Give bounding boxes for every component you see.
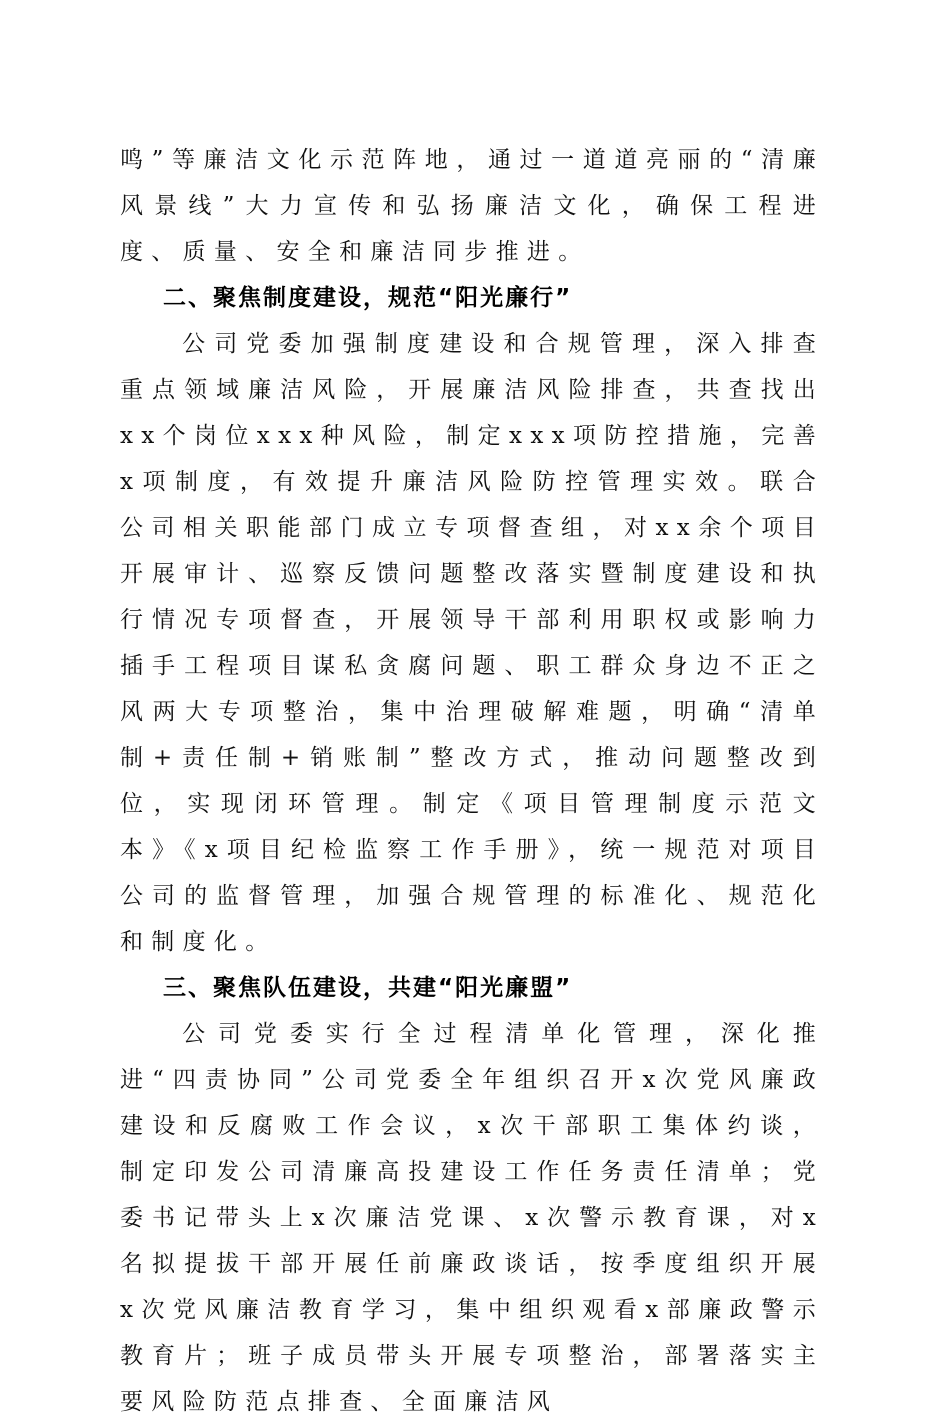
paragraph-section-3: 公司党委实行全过程清单化管理，深化推进“四责协同”公司党委全年组织召开x次党风廉政建设和反腐败工作会议，x次干部职工集体约谈，制定印发公司清廉高投建设工作任务责任清单；党委书记带头上x次廉洁党课、x次警示教育课，对x名拟提拔干部开展任前廉政谈话，按季度组织开展x次党风廉洁教育学习，集中组织观看x部廉政警示教育片；班子成员带头开展专项整治，部署落实主要风险防范点排查、全面廉洁风: [120, 1021, 824, 1415]
section-heading-2: 二、聚焦制度建设，规范“阳光廉行”: [163, 285, 573, 311]
document-page: [120, 137, 824, 1425]
paragraph-continuation: 鸣”等廉洁文化示范阵地，通过一道道亮丽的“清廉风景线”大力宣传和弘扬廉洁文化，确保工程进度、质量、安全和廉洁同步推进。: [120, 147, 824, 265]
section-heading-3: 三、聚焦队伍建设，共建“阳光廉盟”: [163, 975, 573, 1001]
paragraph-section-2: 公司党委加强制度建设和合规管理，深入排查重点领域廉洁风险，开展廉洁风险排查，共查找出xx个岗位xxx种风险，制定xxx项防控措施，完善x项制度，有效提升廉洁风险防控管理实效。联合公司相关职能部门成立专项督查组，对xx余个项目开展审计、巡察反馈问题整改落实暨制度建设和执行情况专项督查，开展领导干部利用职权或影响力插手工程项目谋私贪腐问题、职工群众身边不正之风两大专项整治，集中治理破解难题，明确“清单制+责任制+销账制”整改方式，推动问题整改到位，实现闭环管理。制定《项目管理制度示范文本》《x项目纪检监察工作手册》，统一规范对项目公司的监督管理，加强合规管理的标准化、规范化和制度化。: [120, 331, 824, 955]
